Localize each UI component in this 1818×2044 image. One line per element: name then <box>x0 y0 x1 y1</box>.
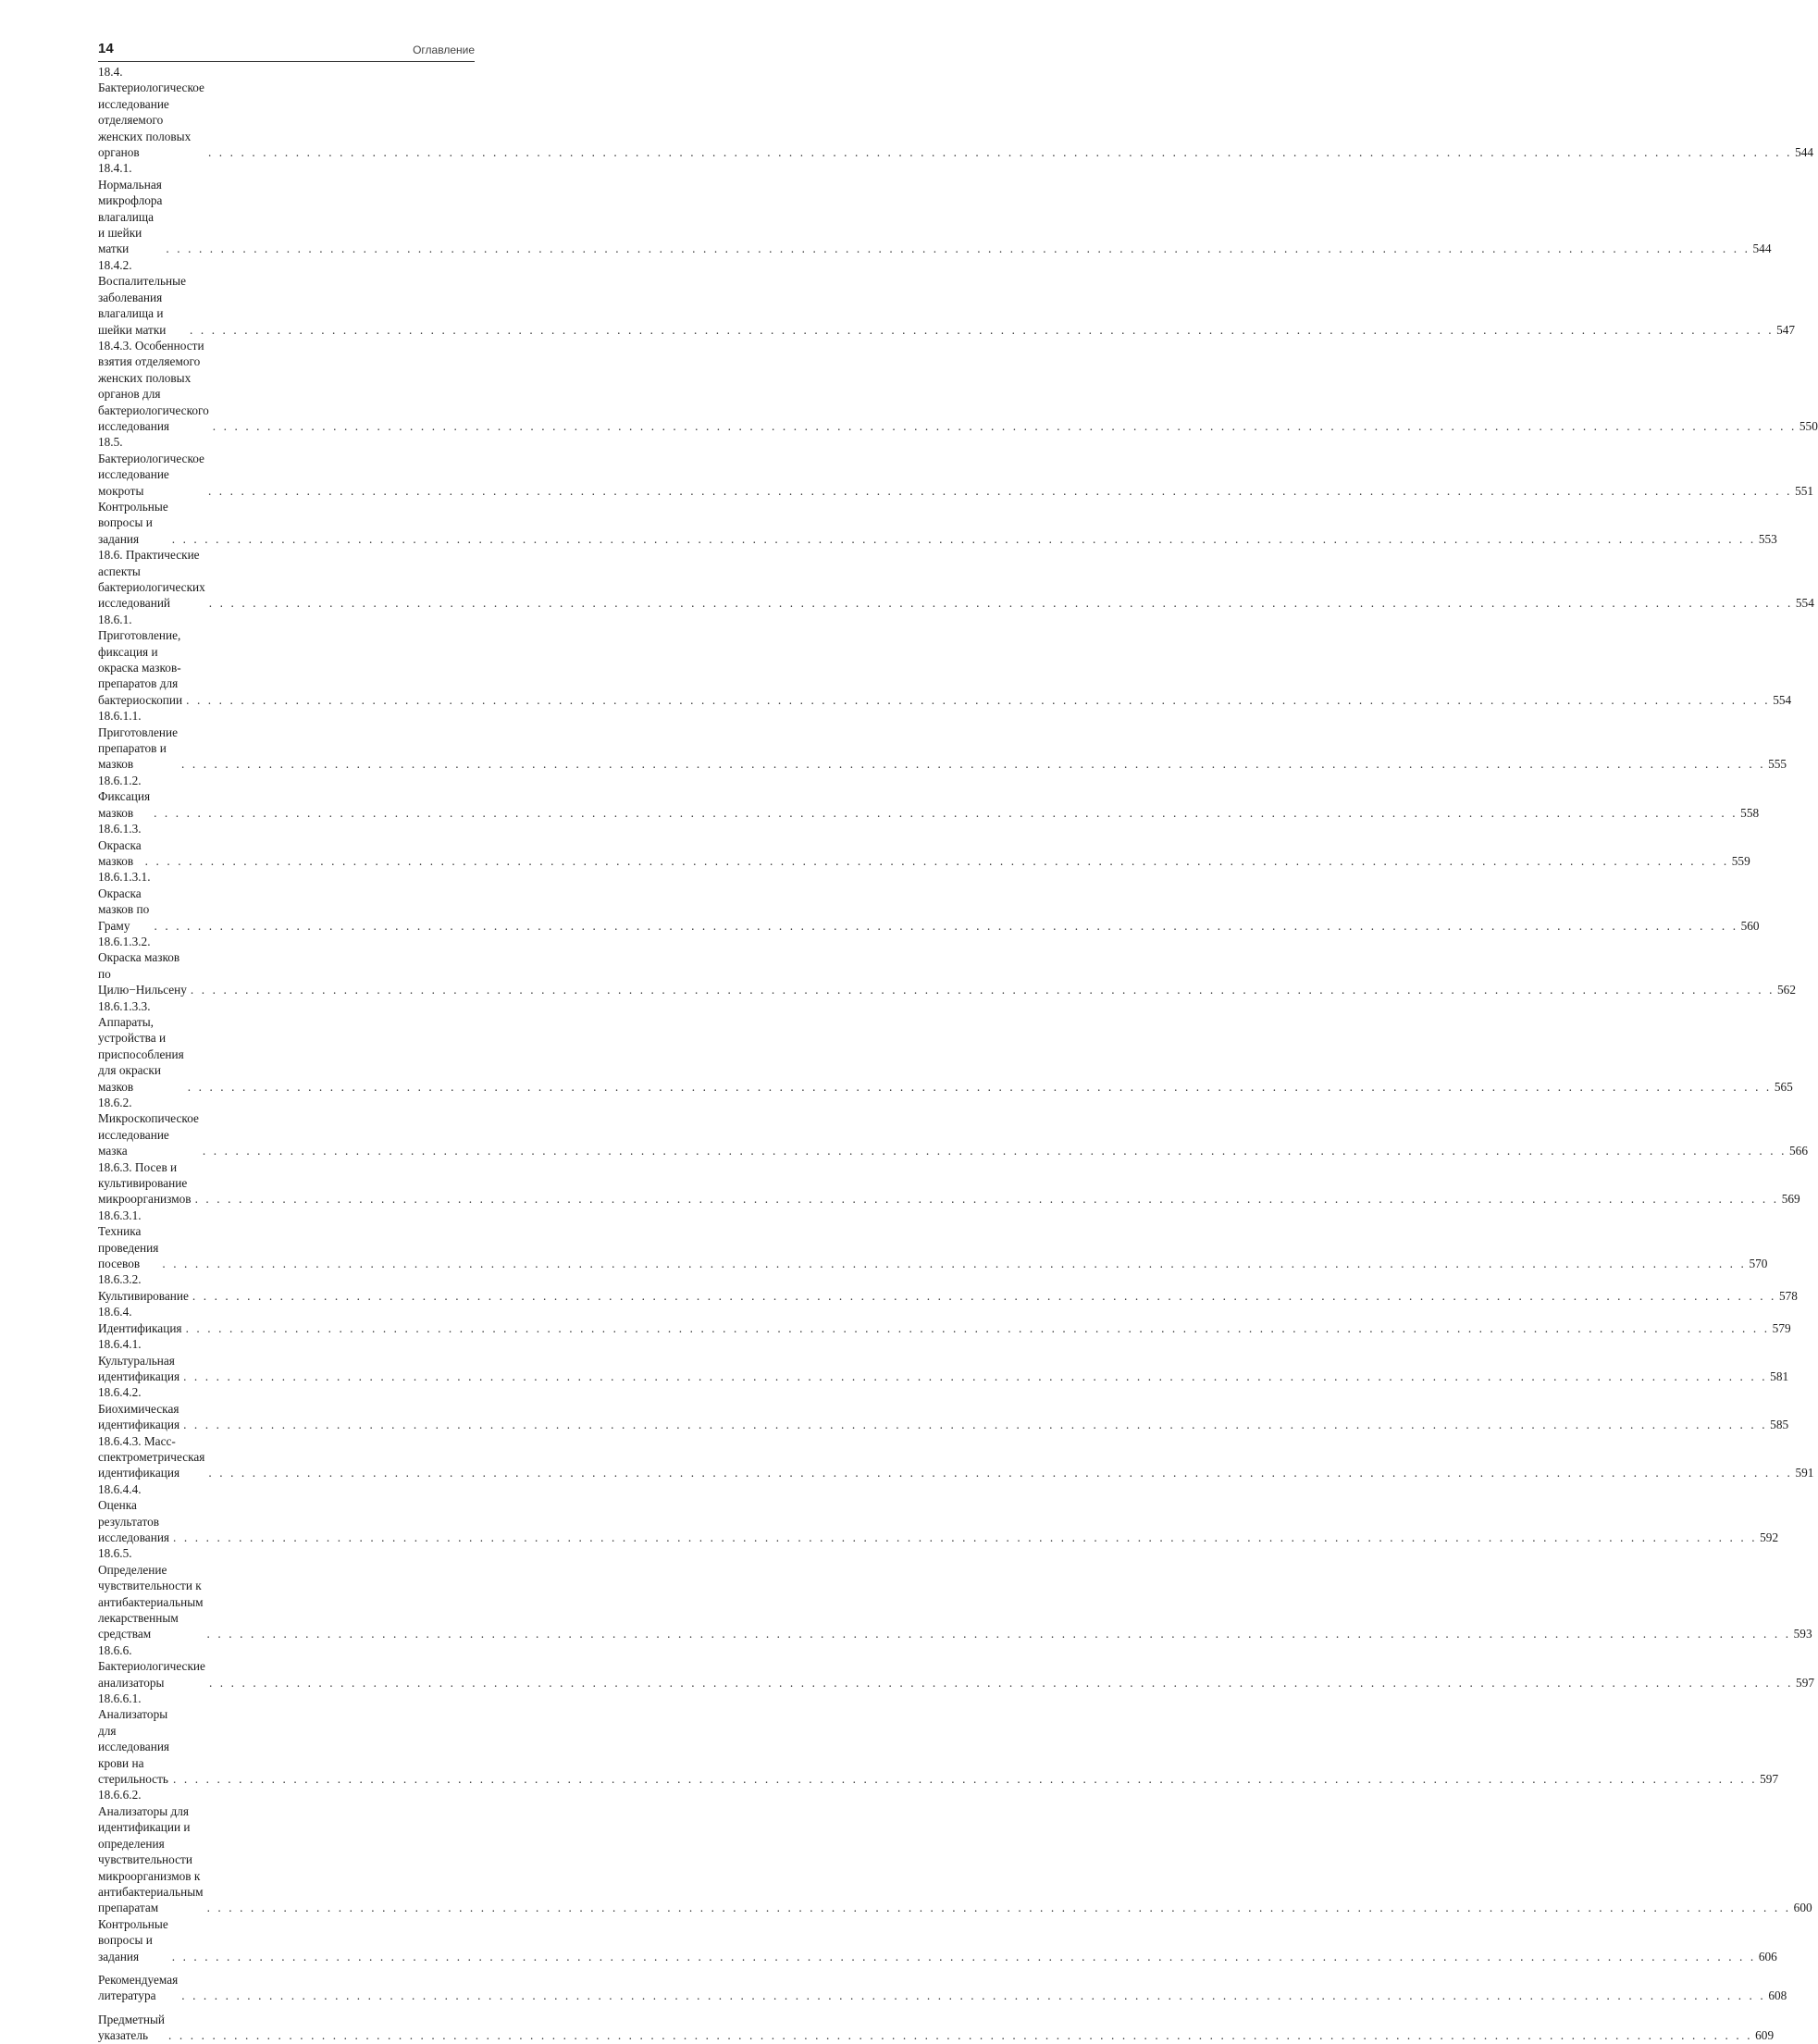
toc-entry-page: 585 <box>1770 1418 1789 1432</box>
toc-entry[interactable] <box>98 1433 1814 1481</box>
toc-entry-title: 18.6. Практические аспекты бактериологических исследований <box>98 548 205 611</box>
page-header <box>98 41 475 61</box>
page-number: 14 <box>98 41 114 56</box>
toc-entry-page: 553 <box>1758 531 1777 546</box>
toc-entry-title: 18.6.5. Определение чувствительности к антибактериальным лекарственным средствам <box>98 1546 204 1641</box>
toc-entry-page: 593 <box>1793 1627 1812 1641</box>
toc-entry-page: 555 <box>1768 757 1787 772</box>
toc-entry[interactable] <box>98 998 1793 1095</box>
toc-entry[interactable] <box>98 160 1772 256</box>
toc-entry-page: 562 <box>1777 983 1796 997</box>
toc-entry-title: 18.6.1.3.3. Аппараты, устройства и приспособления для окраски мазков <box>98 998 184 1094</box>
toc-entry-page: 578 <box>1778 1288 1798 1303</box>
toc-entry[interactable] <box>98 1916 1777 1964</box>
toc-entry-page: 570 <box>1749 1257 1768 1271</box>
toc-entry-page: 565 <box>1774 1079 1793 1094</box>
toc-entry[interactable] <box>98 1642 1814 1691</box>
table-of-contents <box>98 64 1818 2044</box>
toc-entry[interactable] <box>98 1545 1812 1641</box>
toc-entry-page: 566 <box>1789 1144 1808 1158</box>
toc-entry[interactable] <box>98 708 1787 773</box>
toc-entry-title: 18.6.1.1. Приготовление препаратов и мазков <box>98 709 179 772</box>
toc-entry-page: 606 <box>1758 1949 1777 1963</box>
toc-entry-title: Предметный указатель <box>98 2012 166 2043</box>
toc-entry[interactable] <box>98 338 1818 434</box>
toc-entry-title: Контрольные вопросы и задания <box>98 1916 168 1963</box>
toc-entry[interactable] <box>98 1972 1787 2004</box>
toc-entry-page: 591 <box>1795 1466 1814 1480</box>
toc-entry[interactable] <box>98 869 1760 934</box>
toc-entry[interactable] <box>98 1208 1768 1272</box>
toc-entry[interactable] <box>98 773 1760 821</box>
toc-entry-page: 558 <box>1740 805 1760 820</box>
toc-entry-page: 581 <box>1770 1369 1789 1383</box>
toc-entry[interactable] <box>98 1336 1789 1384</box>
toc-entry[interactable] <box>98 1384 1789 1432</box>
toc-entry-title: 18.6.1. Приготовление, фиксация и окраска мазков-препаратов для бактериоскопии <box>98 612 183 707</box>
toc-entry[interactable] <box>98 547 1814 612</box>
toc-entry-page: 547 <box>1776 322 1796 337</box>
toc-entry-page: 544 <box>1795 145 1814 160</box>
toc-entry-title: 18.6.3.2. Культивирование <box>98 1272 189 1303</box>
toc-entry-page: 560 <box>1740 918 1760 933</box>
toc-entry-title: 18.4. Бактериологическое исследование отделяемого женских половых органов <box>98 65 204 160</box>
toc-entry-title: 18.6.1.3.2. Окраска мазков по Цилю−Нильсену <box>98 934 187 997</box>
toc-entry-title: 18.6.6.2. Анализаторы для идентификации и определения чувствительности микроорганизмов к антибактериальным препаратам <box>98 1788 204 1915</box>
toc-entry[interactable] <box>98 1095 1808 1159</box>
toc-entry[interactable] <box>98 612 1792 708</box>
toc-entry-page: 551 <box>1795 483 1814 498</box>
toc-entry-page: 554 <box>1773 692 1792 707</box>
header-rule <box>98 61 475 62</box>
toc-entry[interactable] <box>98 934 1796 998</box>
toc-entry-page: 597 <box>1760 1772 1779 1787</box>
toc-entry-title: 18.6.4. Идентификация <box>98 1305 182 1335</box>
toc-entry-title: 18.6.3. Посев и культивирование микроорганизмов <box>98 1159 192 1207</box>
toc-entry-title: 18.6.1.2. Фиксация мазков <box>98 773 151 820</box>
toc-entry-title: 18.6.4.3. Масс-спектрометрическая идентификация <box>98 1433 205 1480</box>
toc-entry-title: 18.6.4.2. Биохимическая идентификация <box>98 1385 180 1432</box>
toc-entry-page: 550 <box>1799 418 1818 433</box>
toc-entry[interactable] <box>98 434 1814 499</box>
toc-entry-title: 18.4.1. Нормальная микрофлора влагалища и шейки матки <box>98 161 163 256</box>
toc-entry-title: 18.4.3. Особенности взятия отделяемого женских половых органов для бактериологического исследования <box>98 338 209 433</box>
toc-entry[interactable] <box>98 64 1814 160</box>
toc-entry-title: Контрольные вопросы и задания <box>98 499 168 546</box>
toc-entry-page: 597 <box>1796 1675 1814 1690</box>
toc-entry-title: 18.6.6. Бактериологические анализаторы <box>98 1642 205 1690</box>
toc-entry-page: 544 <box>1752 242 1772 256</box>
toc-entry-page: 569 <box>1781 1192 1800 1207</box>
toc-entry-title: 18.6.1.3.1. Окраска мазков по Граму <box>98 870 151 933</box>
toc-entry-page: 579 <box>1772 1320 1791 1335</box>
toc-entry[interactable] <box>98 1787 1812 1915</box>
toc-entry[interactable] <box>98 257 1796 338</box>
toc-entry[interactable] <box>98 1159 1800 1208</box>
toc-entry-page: 600 <box>1793 1901 1812 1915</box>
toc-entry-title: 18.6.4.4. Оценка результатов исследования <box>98 1481 170 1544</box>
toc-entry-title: 18.6.2. Микроскопическое исследование мазка <box>98 1096 199 1158</box>
toc-entry-title: 18.6.4.1. Культуральная идентификация <box>98 1337 180 1383</box>
toc-entry-title: Рекомендуемая литература <box>98 1972 179 2003</box>
toc-entry[interactable] <box>98 1304 1791 1336</box>
toc-entry[interactable] <box>98 1271 1798 1304</box>
toc-entry-title: 18.6.3.1. Техника проведения посевов <box>98 1208 159 1271</box>
toc-entry[interactable] <box>98 1481 1779 1546</box>
toc-entry[interactable] <box>98 499 1777 547</box>
toc-entry[interactable] <box>98 1691 1779 1787</box>
toc-entry-page: 592 <box>1760 1530 1779 1544</box>
toc-entry-page: 608 <box>1768 1988 1787 2003</box>
toc-entry-page: 609 <box>1755 2028 1775 2043</box>
toc-entry-title: 18.5. Бактериологическое исследование мокроты <box>98 435 204 498</box>
toc-entry-page: 554 <box>1795 596 1814 611</box>
toc-entry-title: 18.4.2. Воспалительные заболевания влагалища и шейки матки <box>98 257 187 337</box>
toc-entry-title: 18.6.6.1. Анализаторы для исследования крови на стерильность <box>98 1691 170 1787</box>
toc-entry[interactable] <box>98 2012 1775 2044</box>
toc-entry-page: 559 <box>1731 853 1750 868</box>
toc-entry[interactable] <box>98 821 1750 869</box>
running-title: Оглавление <box>413 43 475 56</box>
toc-entry-title: 18.6.1.3. Окраска мазков <box>98 822 142 868</box>
